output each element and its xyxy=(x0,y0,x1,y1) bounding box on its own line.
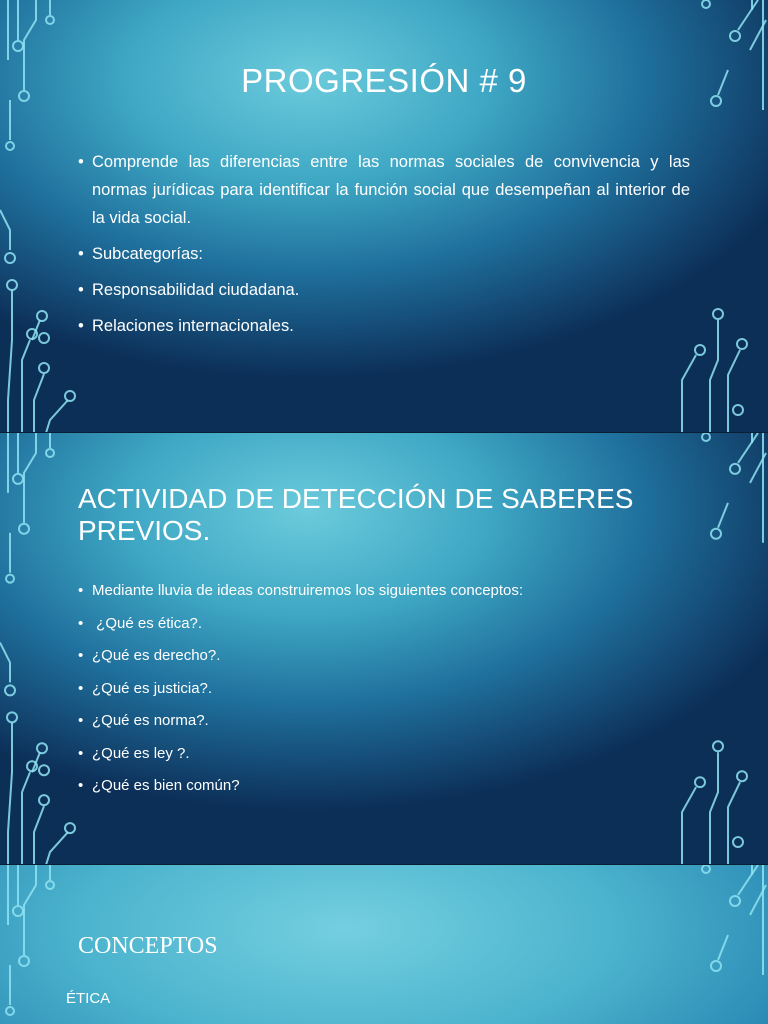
slide-title: CONCEPTOS xyxy=(78,933,218,959)
slide-subtitle: ÉTICA xyxy=(66,990,111,1007)
list-item: • Mediante lluvia de ideas construiremos los siguientes conceptos: xyxy=(78,581,690,601)
list-item: • ¿Qué es derecho?. xyxy=(78,646,690,666)
list-item: • ¿Qué es ética?. xyxy=(78,614,690,634)
list-item: • ¿Qué es ley ?. xyxy=(78,744,690,764)
list-item: • Comprende las diferencias entre las normas sociales de convivencia y las normas jurídicas para identificar la función social que desempeñan al interior de la vida social. xyxy=(78,148,690,232)
list-item: • Subcategorías: xyxy=(78,240,690,268)
circuit-decoration-left xyxy=(0,433,90,865)
bullet-list xyxy=(78,581,690,809)
slide-title: PROGRESIÓN # 9 xyxy=(241,62,527,99)
list-item: • ¿Qué es bien común? xyxy=(78,776,690,796)
circuit-decoration-right xyxy=(678,865,768,1024)
list-item: • Relaciones internacionales. xyxy=(78,312,690,340)
bullet-list xyxy=(78,148,690,348)
slide-title: ACTIVIDAD DE DETECCIÓN DE SABERES PREVIOS. xyxy=(78,483,634,546)
slide-3 xyxy=(0,865,768,1024)
list-item: • ¿Qué es norma?. xyxy=(78,711,690,731)
list-item: • ¿Qué es justicia?. xyxy=(78,679,690,699)
slide-1 xyxy=(0,0,768,433)
list-item: • Responsabilidad ciudadana. xyxy=(78,276,690,304)
slide-2 xyxy=(0,433,768,865)
